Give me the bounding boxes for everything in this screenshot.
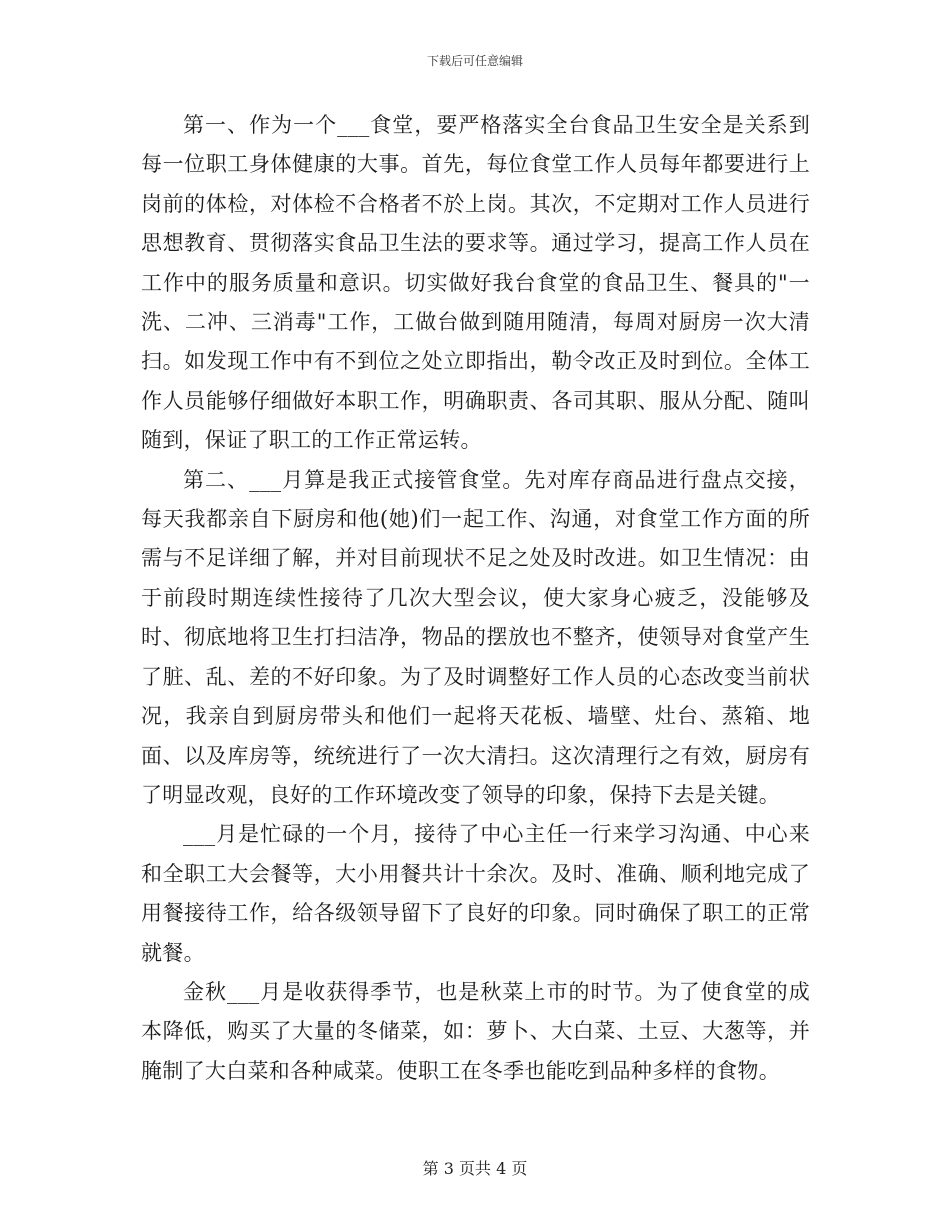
page-header: 下载后可任意编辑 [426, 54, 523, 68]
page-number: 第 3 页共 4 页 [422, 1159, 528, 1178]
paragraph-4: 金秋___月是收获得季节，也是秋菜上市的时节。为了使食堂的成本降低，购买了大量的冬储菜，如：萝卜、大白菜、土豆、大葱等，并腌制了大白菜和各种咸菜。使职工在冬季也能吃到品种多样的食物。 [141, 979, 810, 1083]
paragraph-2: 第二、___月算是我正式接管食堂。先对库存商品进行盘点交接，每天我都亲自下厨房和他(她)们一起工作、沟通，对食堂工作方面的所需与不足详细了解，并对目前现状不足之处及时改进。如卫生情况：由于前段时期连续性接待了几次大型会议，使大家身心疲乏，没能够及时、彻底地将卫生打扫洁净，物品的摆放也不整齐，使领导对食堂产生了脏、乱、差的不好印象。为了及时调整好工作人员的心态改变当前状况，我亲自到厨房带头和他们一起将天花板、墙壁、灶台、蒸箱、地面、以及库房等，统统进行了一次大清扫。这次清理行之有效，厨房有了明显改观，良好的工作环境改变了领导的印象，保持下去是关键。 [141, 467, 810, 807]
document-body [141, 106, 810, 1091]
paragraph-3: ___月是忙碌的一个月，接待了中心主任一行来学习沟通、中心来和全职工大会餐等，大小用餐共计十余次。及时、准确、顺利地完成了用餐接待工作，给各级领导留下了良好的印象。同时确保了职工的正常就餐。 [141, 822, 810, 965]
paragraph-1: 第一、作为一个___食堂，要严格落实全台食品卫生安全是关系到每一位职工身体健康的大事。首先，每位食堂工作人员每年都要进行上岗前的体检，对体检不合格者不於上岗。其次，不定期对工作人员进行思想教育、贯彻落实食品卫生法的要求等。通过学习，提高工作人员在工作中的服务质量和意识。切实做好我台食堂的食品卫生、餐具的"一洗、二冲、三消毒"工作，工做台做到随用随清，每周对厨房一次大清扫。如发现工作中有不到位之处立即指出，勒令改正及时到位。全体工作人员能够仔细做好本职工作，明确职责、各司其职、服从分配、随叫随到，保证了职工的工作正常运转。 [141, 113, 810, 453]
